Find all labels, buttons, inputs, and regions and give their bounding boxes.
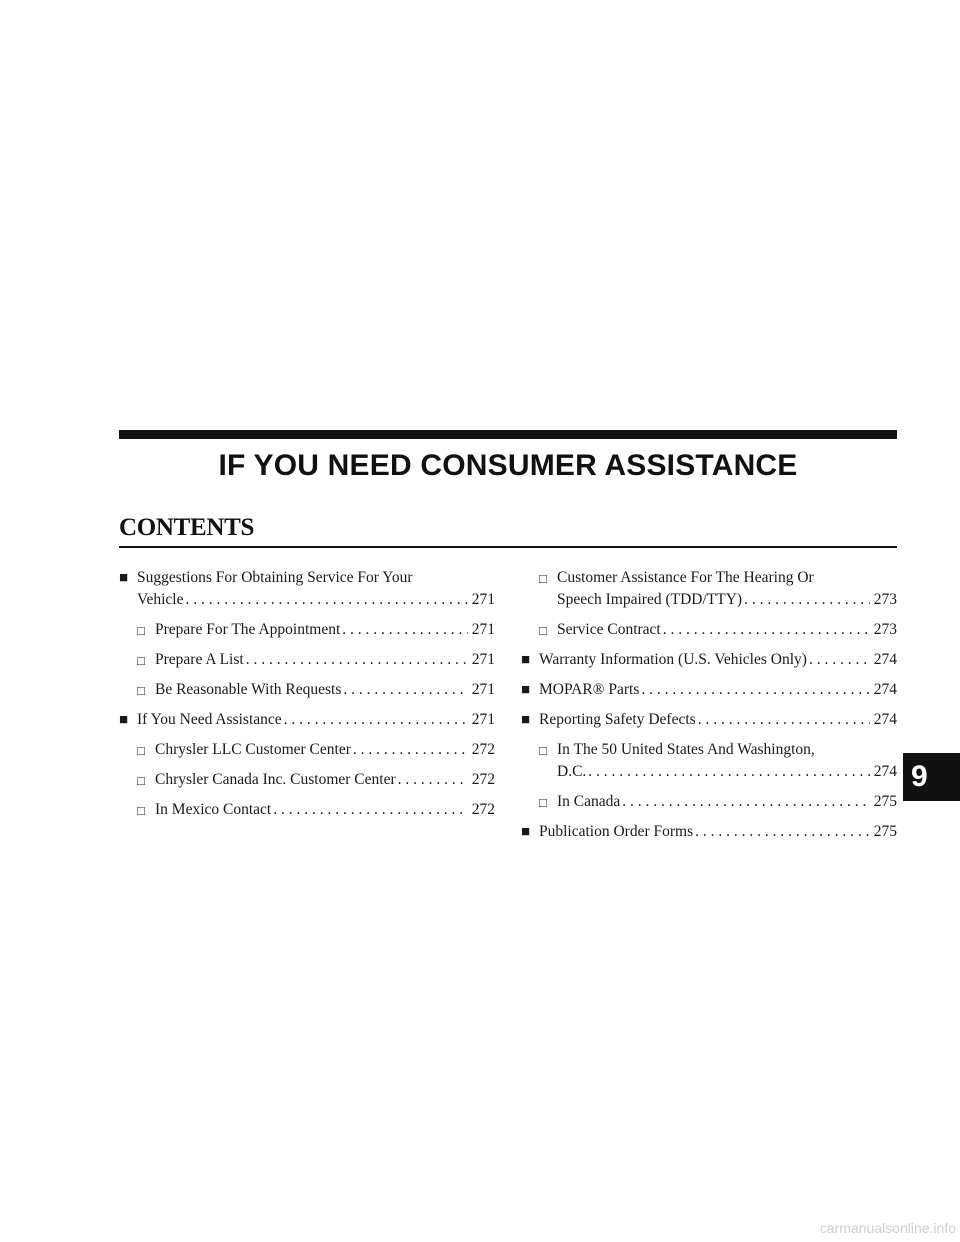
hollow-square-bullet-icon: □ [539,623,547,638]
toc-page-number: 271 [471,711,495,728]
toc-page-number: 272 [471,741,495,758]
toc-entry-label: In Mexico Contact [155,801,272,818]
toc-page-number: 274 [873,711,897,728]
dot-leader [246,649,468,671]
filled-square-bullet-icon: ■ [119,712,129,728]
toc-page-number: 275 [873,793,897,810]
toc-entry-label: Vehicle [137,591,184,608]
toc-entry-label: Prepare A List [155,651,244,668]
dot-leader [284,709,468,731]
filled-square-bullet-icon: ■ [521,824,531,840]
filled-square-bullet-icon: ■ [119,570,129,586]
hollow-square-bullet-icon: □ [137,683,145,698]
toc-entry[interactable] [119,739,495,761]
hollow-square-bullet-icon: □ [539,571,547,586]
toc-entry-label: Be Reasonable With Requests [155,681,342,698]
toc-entry[interactable] [521,821,897,843]
toc-entry[interactable] [521,649,897,671]
toc-entry[interactable] [119,799,495,821]
filled-square-bullet-icon: ■ [521,682,531,698]
toc-entry-label: Service Contract [557,621,661,638]
toc-page-number: 273 [873,621,897,638]
toc-page-number: 274 [873,681,897,698]
toc-entry[interactable] [521,567,897,611]
toc-entry-label: Prepare For The Appointment [155,621,341,638]
toc-entry-label: Chrysler Canada Inc. Customer Center [155,771,396,788]
chapter-title: IF YOU NEED CONSUMER ASSISTANCE [218,449,798,482]
toc-entry-label: Chrysler LLC Customer Center [155,741,351,758]
toc-entry-label: MOPAR® Parts [539,681,640,698]
toc-page-number: 271 [471,591,495,608]
toc-entry[interactable] [119,709,495,731]
contents-rule [119,546,897,548]
toc-page-number: 275 [873,823,897,840]
dot-leader [695,821,870,843]
toc-entry[interactable] [521,709,897,731]
toc-entry[interactable] [119,679,495,701]
hollow-square-bullet-icon: □ [137,803,145,818]
hollow-square-bullet-icon: □ [539,743,547,758]
toc-entry-label: If You Need Assistance [137,711,282,728]
filled-square-bullet-icon: ■ [521,712,531,728]
toc-page-number: 274 [873,651,897,668]
dot-leader [744,589,870,611]
hollow-square-bullet-icon: □ [137,653,145,668]
toc-page-number: 271 [471,681,495,698]
toc-page-number: 272 [471,801,495,818]
hollow-square-bullet-icon: □ [137,623,145,638]
dot-leader [641,679,869,701]
toc-entry-label-first-line: Customer Assistance For The Hearing Or [557,569,814,586]
toc-entry-label: Warranty Information (U.S. Vehicles Only) [539,651,807,668]
toc-entry[interactable] [521,791,897,813]
toc-page-number: 273 [873,591,897,608]
dot-leader [398,769,468,791]
toc-entry[interactable] [119,619,495,641]
dot-leader [185,589,467,611]
toc-entry[interactable] [521,679,897,701]
dot-leader [622,791,869,813]
toc-page-number: 271 [471,651,495,668]
toc-page-number: 271 [471,621,495,638]
toc-page-number: 272 [471,771,495,788]
dot-leader [342,619,467,641]
toc-entry-label: D.C. [557,763,587,780]
hollow-square-bullet-icon: □ [137,773,145,788]
toc-entry-label: In Canada [557,793,621,810]
dot-leader [353,739,468,761]
toc-left-column [119,567,495,829]
dot-leader [809,649,870,671]
toc-entry-label: Speech Impaired (TDD/TTY) [557,591,743,608]
dot-leader [588,761,869,783]
dot-leader [698,709,870,731]
toc-page-number: 274 [873,763,897,780]
filled-square-bullet-icon: ■ [521,652,531,668]
toc-entry-label: Publication Order Forms [539,823,694,840]
toc-entry-label-first-line: Suggestions For Obtaining Service For Your [137,569,413,586]
dot-leader [273,799,468,821]
top-rule [119,430,897,439]
toc-entry[interactable] [119,649,495,671]
dot-leader [343,679,467,701]
toc-entry[interactable] [119,567,495,611]
toc-entry-label: Reporting Safety Defects [539,711,696,728]
toc-right-column [521,567,897,851]
hollow-square-bullet-icon: □ [137,743,145,758]
toc-entry[interactable] [521,739,897,783]
toc-entry-label-first-line: In The 50 United States And Washington, [557,741,815,758]
watermark: carmanualsonline.info [819,1220,956,1236]
toc-entry[interactable] [521,619,897,641]
dot-leader [663,619,870,641]
toc-entry[interactable] [119,769,495,791]
chapter-tab[interactable]: 9 [903,753,960,801]
contents-heading: CONTENTS [119,514,255,541]
hollow-square-bullet-icon: □ [539,795,547,810]
